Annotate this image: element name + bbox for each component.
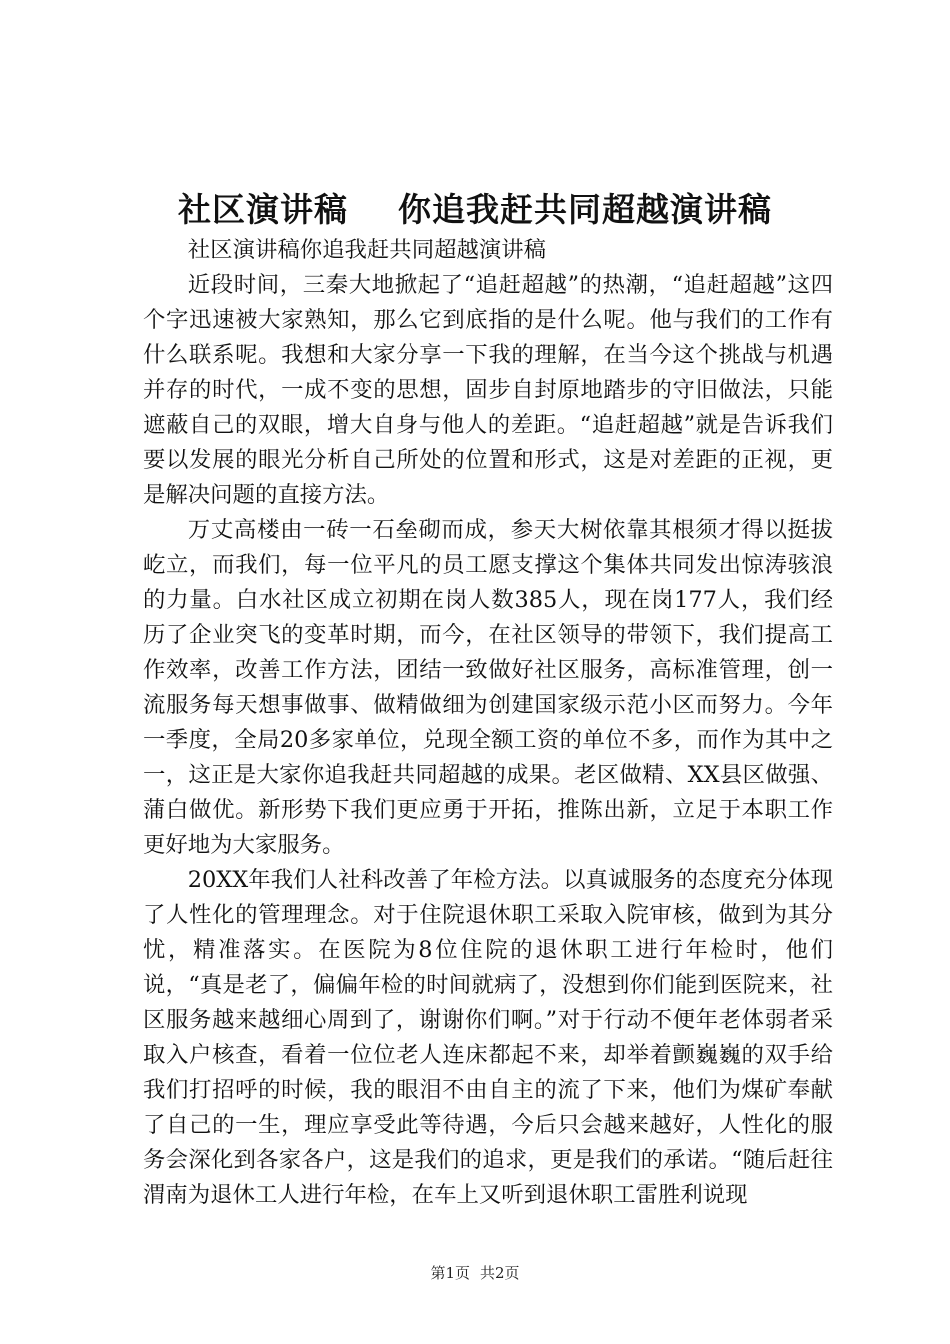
page-number: 第1页 (430, 1264, 470, 1282)
page-footer (0, 1263, 950, 1283)
document-body (143, 233, 833, 1213)
document-title: 社区演讲稿 你追我赶共同超越演讲稿 (178, 190, 772, 229)
page-total: 共2页 (480, 1264, 520, 1282)
body-paragraph: 万丈高楼由一砖一石垒砌而成，参天大树依靠其根须才得以挺拔屹立，而我们，每一位平凡的员工愿支撑这个集体共同发出惊涛骇浪的力量。白水社区成立初期在岗人数385人，现在岗177人，我们经历了企业突飞的变革时期，而今，在社区领导的带领下，我们提高工作效率，改善工作方法，团结一致做好社区服务，高标准管理，创一流服务每天想事做事、做精做细为创建国家级示范小区而努力。今年一季度，全局20多家单位，兑现全额工资的单位不多，而作为其中之一，这正是大家你追我赶共同超越的成果。老区做精、XX县区做强、蒲白做优。新形势下我们更应勇于开拓，推陈出新，立足于本职工作更好地为大家服务。 (143, 517, 833, 858)
body-paragraph: 近段时间，三秦大地掀起了“追赶超越”的热潮，“追赶超越”这四个字迅速被大家熟知，那么它到底指的是什么呢。他与我们的工作有什么联系呢。我想和大家分享一下我的理解，在当今这个挑战与机遇并存的时代，一成不变的思想，固步自封原地踏步的守旧做法，只能遮蔽自己的双眼，增大自身与他人的差距。“追赶超越”就是告诉我们要以发展的眼光分析自己所处的位置和形式，这是对差距的正视，更是解决问题的直接方法。 (143, 272, 833, 508)
subtitle-paragraph: 社区演讲稿你追我赶共同超越演讲稿 (187, 237, 547, 263)
body-paragraph: 20XX年我们人社科改善了年检方法。以真诚服务的态度充分体现了人性化的管理理念。对于住院退休职工采取入院审核，做到为其分忧，精准落实。在医院为8位住院的退休职工进行年检时，他们说，“真是老了，偏偏年检的时间就病了，没想到你们能到医院来，社区服务越来越细心周到了，谢谢你们啊。”对于行动不便年老体弱者采取入户核查，看着一位位老人连床都起不来，却举着颤巍巍的双手给我们打招呼的时候，我的眼泪不由自主的流了下来，他们为煤矿奉献了自己的一生，理应享受此等待遇，今后只会越来越好，人性化的服务会深化到各家各户，这是我们的追求，更是我们的承诺。“随后赶往渭南为退休工人进行年检，在车上又听到退休职工雷胜利说现 (143, 867, 833, 1208)
